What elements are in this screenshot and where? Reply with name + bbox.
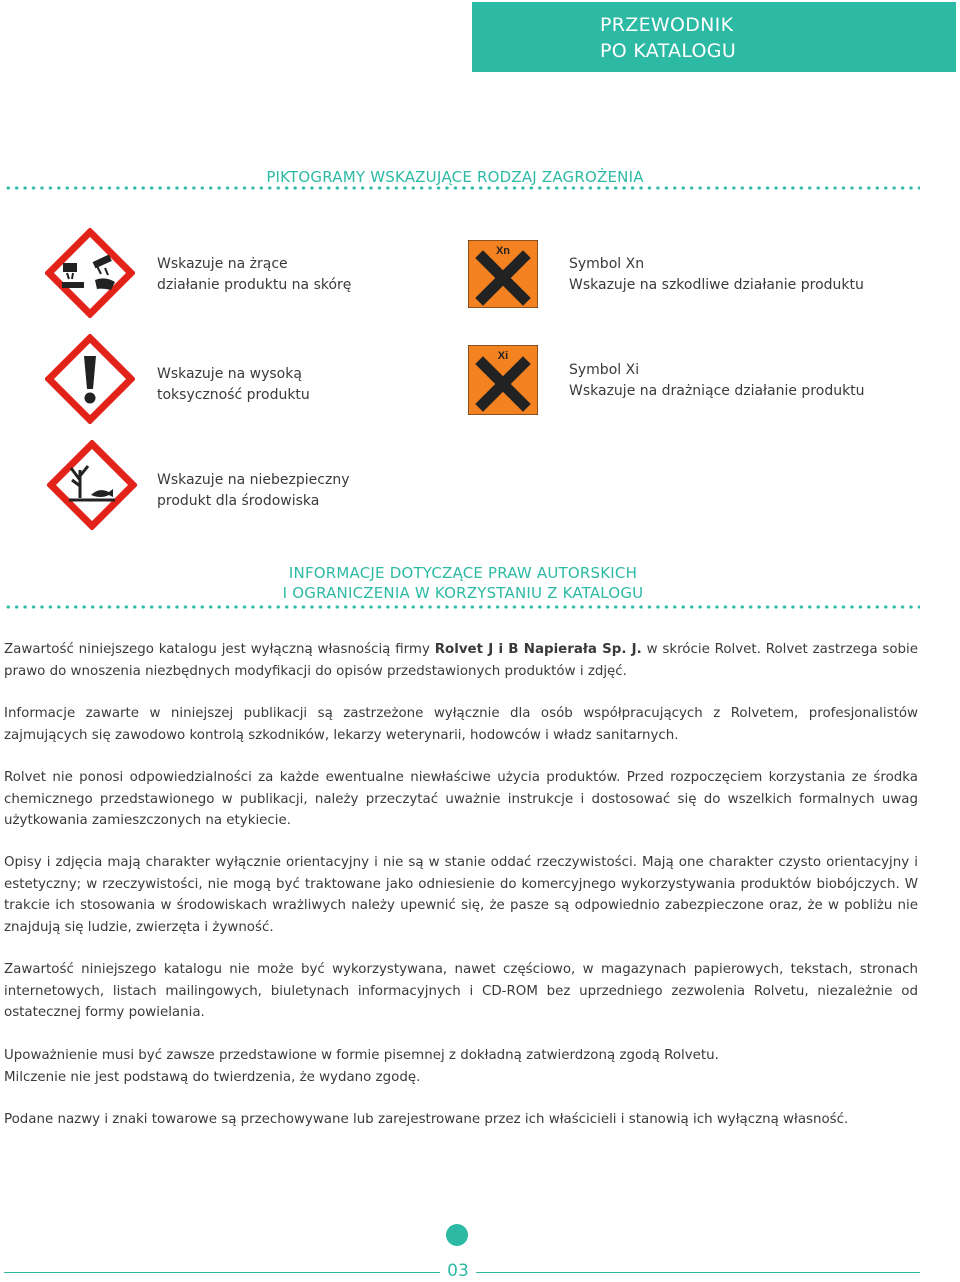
- corrosive-icon: [45, 228, 135, 318]
- exclamation-hazard-icon: [45, 334, 135, 424]
- xi-label: Xi: [497, 350, 509, 362]
- paragraph-trademarks: Podane nazwy i znaki towarowe są przechowywane lub zarejestrowane przez ich właścicieli i stanowią ich wyłączną własność.: [4, 1112, 849, 1127]
- footer-line-left: [4, 1272, 440, 1273]
- footer-line-right: [476, 1272, 920, 1273]
- header-title: PRZEWODNIK PO KATALOGU: [600, 14, 737, 62]
- paragraph-images: Opisy i zdjęcia mają charakter wyłącznie orientacyjny i nie są w stanie oddać rzeczywistości. Mają one charakter czysto orientacyjny i estetyczny; w rzeczywistości, nie mogą być traktowane jako odniesienie do komercyjnego wykorzystywania produktów biobójczych. W trakcie ich stosowania w środowiskach wrażliwych należy upewnić się, że pasze są odpowiednio zabezpieczone oraz, że w pobliżu nie znajdują się ludzie, zwierzęta i żywność.: [4, 855, 918, 935]
- dotted-divider: [4, 605, 920, 609]
- page-number: 03: [447, 1261, 469, 1281]
- page-marker-dot: [446, 1224, 468, 1246]
- paragraph-usage: Zawartość niniejszego katalogu nie może być wykorzystywana, nawet częściowo, w magazynach papierowych, tekstach, stronach internetowych, listach mailingowych, biuletynach informacyjnych i CD-ROM bez uprzedniego zezwolenia Rolvetu, niezależnie od ostatecznej formy powielania.: [4, 962, 918, 1021]
- dotted-divider: [4, 186, 920, 190]
- header-banner: [472, 2, 956, 72]
- toxic-description: Wskazuje na wysoką toksyczność produktu: [157, 366, 310, 403]
- pictograms-title: PIKTOGRAMY WSKAZUJĄCE RODZAJ ZAGROŻENIA: [266, 168, 644, 186]
- paragraph-ownership: Zawartość niniejszego katalogu jest wyłączną własnością firmy Rolvet J i B Napierała Sp. J. w skrócie Rolvet. Rolvet zastrzega sobie prawo do wnoszenia niezbędnych modyfikacji do opisów przedstawionych produktów i zdjęć.: [4, 642, 919, 679]
- xi-description: Symbol Xi Wskazuje na drażniące działanie produktu: [569, 362, 865, 399]
- xn-description: Symbol Xn Wskazuje na szkodliwe działanie produktu: [569, 256, 864, 293]
- harmful-xn-icon: [468, 240, 538, 308]
- paragraph-authorization: Upoważnienie musi być zawsze przedstawione w formie pisemnej z dokładną zatwierdzoną zgodą Rolvetu. Milczenie nie jest podstawą do twierdzenia, że wydano zgodę.: [4, 1048, 719, 1085]
- xn-label: Xn: [495, 245, 511, 257]
- corrosive-description: Wskazuje na żrące działanie produktu na skórę: [157, 256, 352, 293]
- irritant-xi-icon: [468, 345, 538, 415]
- company-name: Rolvet J i B Napierała Sp. J.: [434, 642, 642, 657]
- paragraph-audience: Informacje zawarte w niniejszej publikacji są zastrzeżone wyłącznie dla osób współpracujących z Rolvetem, profesjonalistów zajmujących się zawodowo kontrolą szkodników, lekarzy weterynarii, hodowców i władz sanitarnych.: [4, 706, 918, 743]
- paragraph-liability: Rolvet nie ponosi odpowiedzialności za każde ewentualne niewłaściwe użycia produktów. Przed rozpoczęciem korzystania ze środka chemicznego przedstawionego w publikacji, należy przeczytać uważnie instrukcje i dostosować się do wszelkich formalnych uwag użytkowania zamieszczonych na etykiecie.: [4, 770, 918, 829]
- environment-hazard-icon: [47, 440, 137, 530]
- copyright-title: INFORMACJE DOTYCZĄCE PRAW AUTORSKICH I OGRANICZENIA W KORZYSTANIU Z KATALOGU: [282, 564, 644, 602]
- environment-description: Wskazuje na niebezpieczny produkt dla środowiska: [157, 472, 350, 509]
